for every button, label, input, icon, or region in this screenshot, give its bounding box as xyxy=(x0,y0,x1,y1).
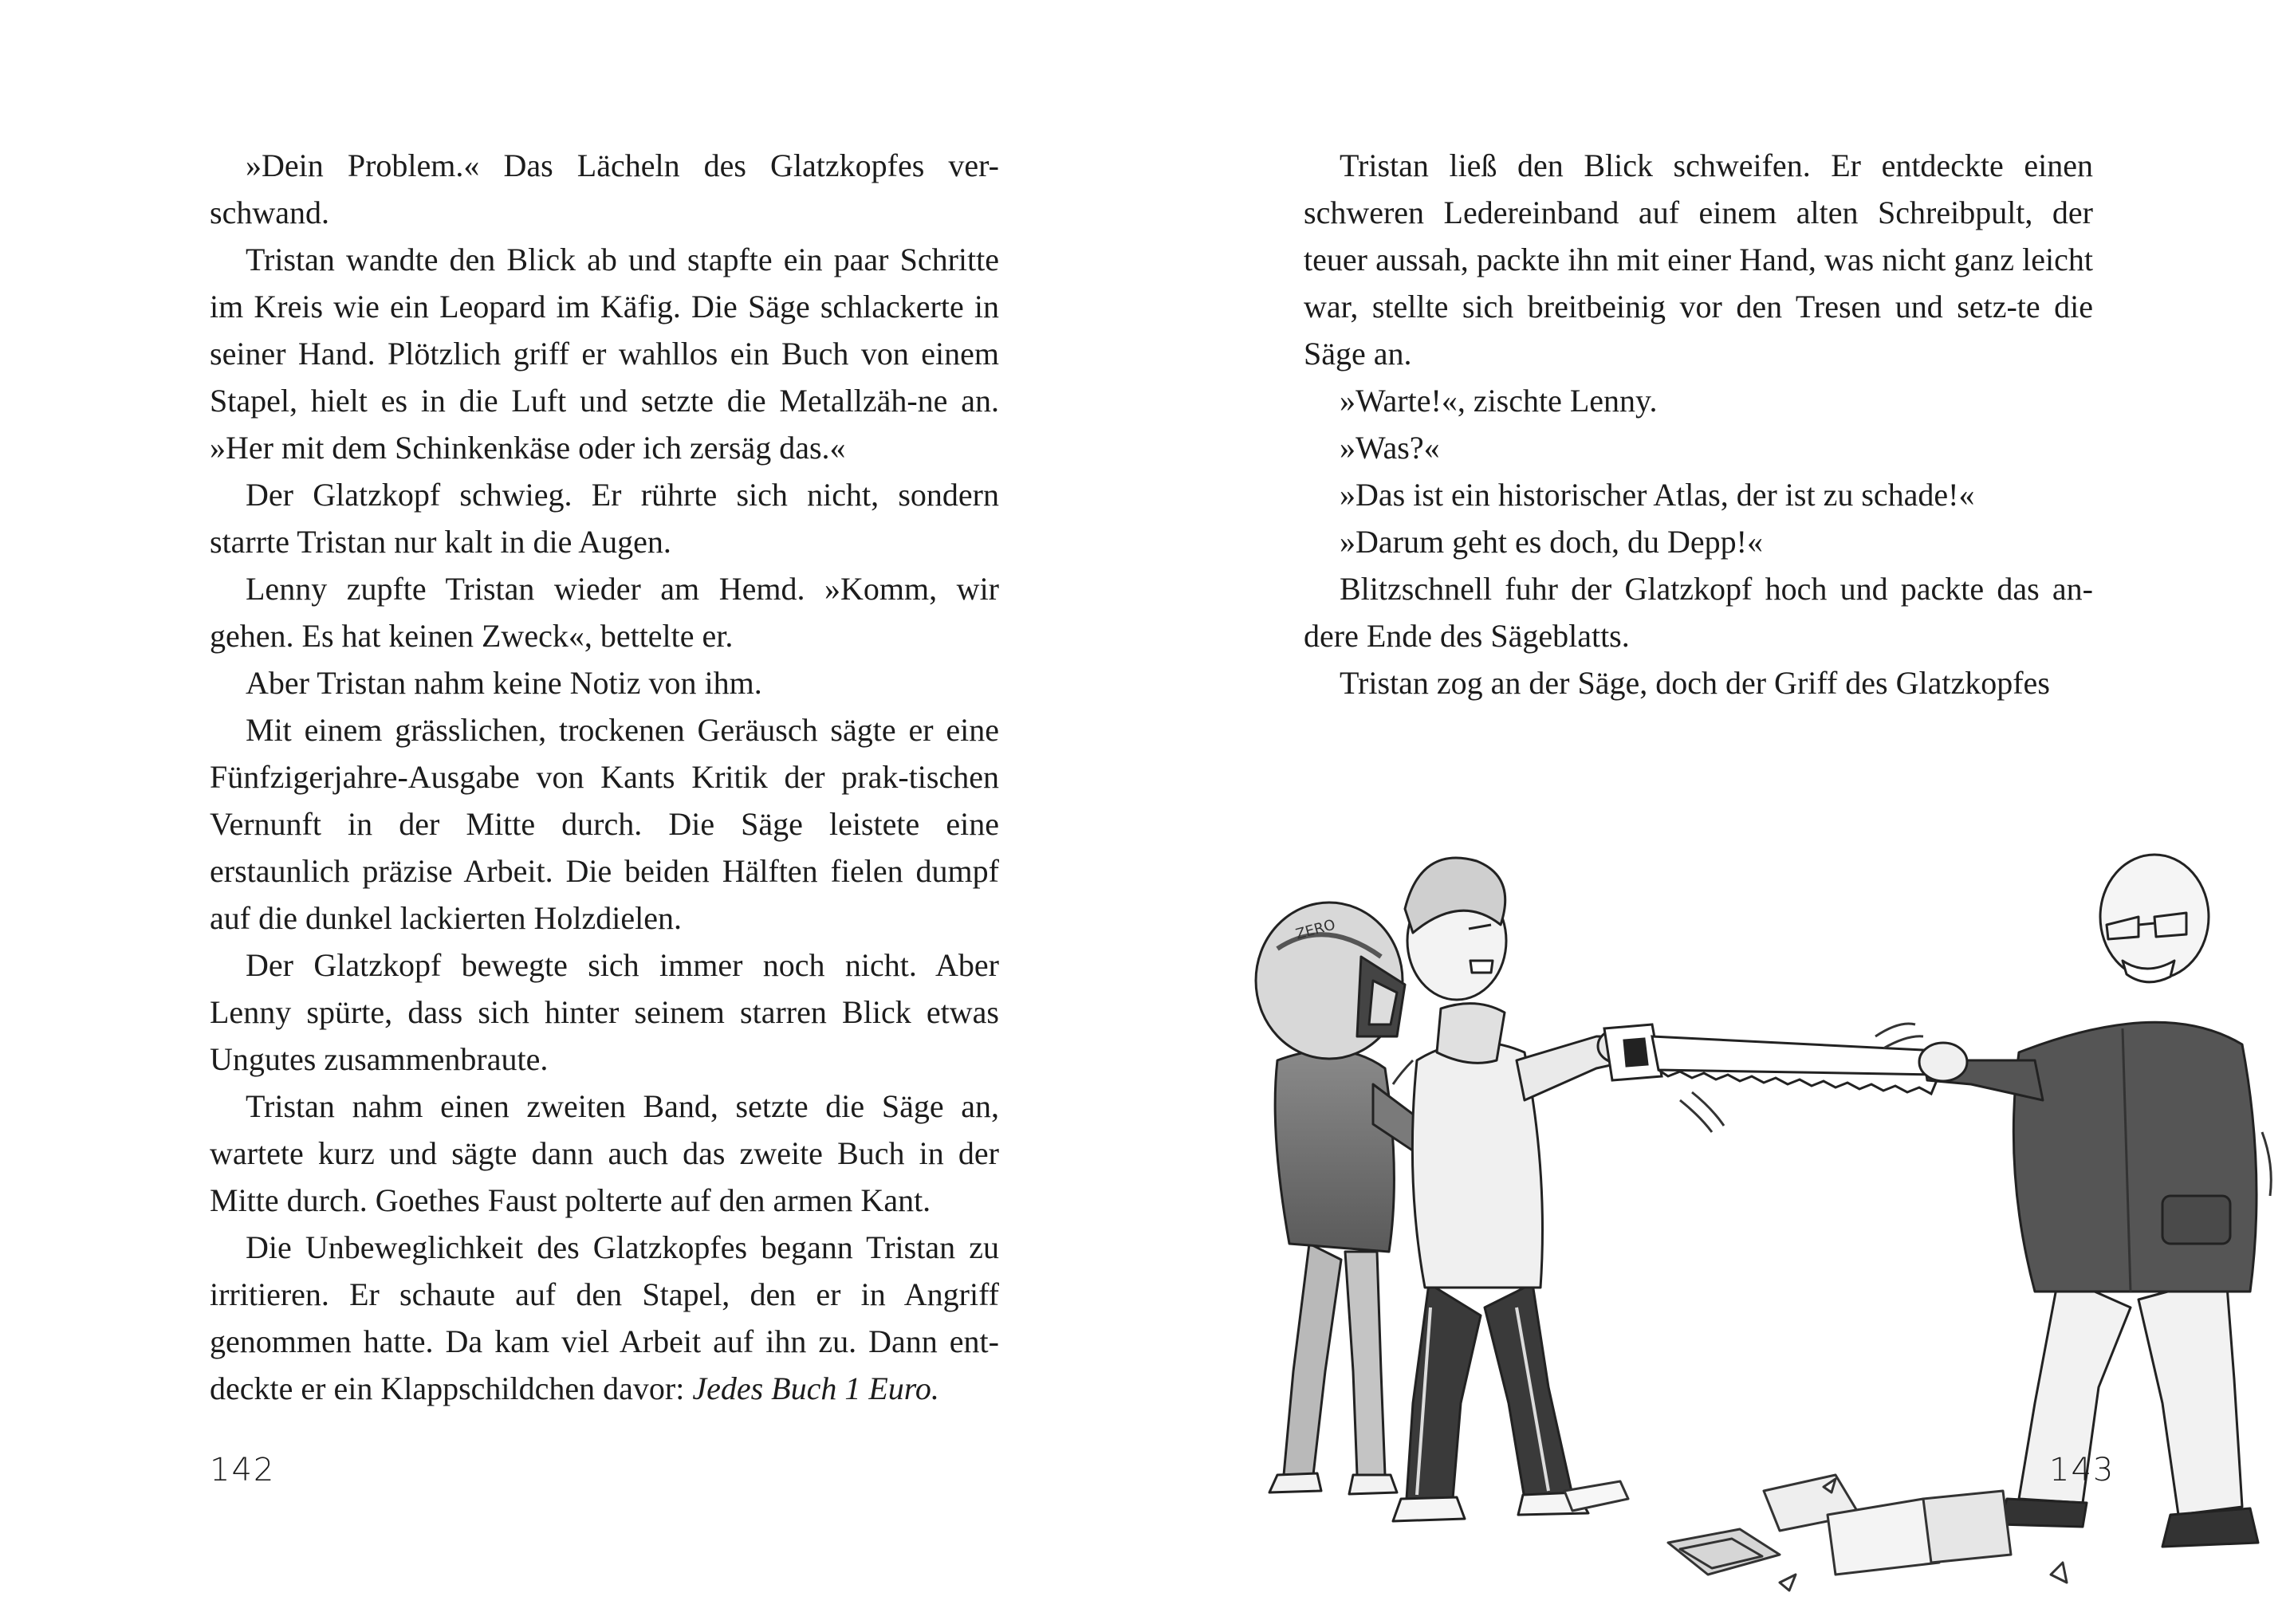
paragraph: Der Glatzkopf bewegte sich immer noch nicht. Aber Lenny spürte, dass sich hinter seinem starren Blick etwas Ungutes zusammenbraute. xyxy=(210,947,999,1077)
bald-man-figure xyxy=(1919,855,2258,1547)
paragraph: »Das ist ein historischer Atlas, der ist zu schade!« xyxy=(1340,477,1975,513)
paragraph: Mit einem grässlichen, trockenen Geräusch sägte er eine Fünfzigerjahre-Ausgabe von Kants Kritik der prak-tischen Vernunft in der Mitte durch. Die Säge leistete eine erstaunlich präzise Arbeit. Die beiden Hälften fielen dumpf auf die dunkel lackierten Holzdielen. xyxy=(210,712,999,936)
paragraph: Lenny zupfte Tristan wieder am Hemd. »Komm, wir gehen. Es hat keinen Zweck«, bettelte er. xyxy=(210,571,999,654)
paragraph: Aber Tristan nahm keine Notiz von ihm. xyxy=(246,665,762,701)
paragraph: Blitzschnell fuhr der Glatzkopf hoch und packte das an-dere Ende des Sägeblatts. xyxy=(1304,571,2093,654)
paragraph: Tristan zog an der Säge, doch der Griff des Glatzkopfes xyxy=(1340,665,2050,701)
illustration-svg xyxy=(1222,797,2290,1624)
page-number-left: 142 xyxy=(210,1452,276,1488)
left-page-text xyxy=(210,142,999,1412)
right-page-text xyxy=(1304,142,2093,706)
paragraph: »Was?« xyxy=(1340,430,1440,466)
helmet-label: ZERO xyxy=(1293,916,1337,943)
paragraph: »Darum geht es doch, du Depp!« xyxy=(1340,524,1763,560)
paragraph-text: Die Unbeweglichkeit des Glatzkopfes begann Tristan zu irritieren. Er schaute auf den Stapel, den er in Angriff genommen hatte. Da kam viel Arbeit auf ihn zu. Dann ent-deckte er ein Klappschildchen davor: xyxy=(210,1229,999,1406)
paragraph: »Warte!«, zischte Lenny. xyxy=(1340,383,1658,419)
tristan-figure xyxy=(1393,858,1643,1521)
paragraph: Tristan ließ den Blick schweifen. Er entdeckte einen schweren Ledereinband auf einem alten Schreibpult, der teuer aussah, packte ihn mit einer Hand, was nicht ganz leicht war, stellte sich breitbeinig vor den Tresen und setz-te die Säge an. xyxy=(1304,147,2093,372)
illustration-saw-fight xyxy=(1222,797,2290,1624)
paragraph: Der Glatzkopf schwieg. Er rührte sich nicht, sondern starrte Tristan nur kalt in die Augen. xyxy=(210,477,999,560)
paragraph: Tristan nahm einen zweiten Band, setzte die Säge an, wartete kurz und sägte dann auch das zweite Buch in der Mitte durch. Goethes Faust polterte auf den armen Kant. xyxy=(210,1088,999,1218)
paragraph: Tristan wandte den Blick ab und stapfte ein paar Schritte im Kreis wie ein Leopard im Käfig. Die Säge schlackerte in seiner Hand. Plötzlich griff er wahllos ein Buch von einem Stapel, hielt es in die Luft und setzte die Metallzäh-ne an. »Her mit dem Schinkenkäse oder ich zersäg das.« xyxy=(210,242,999,466)
floor-debris xyxy=(1564,1475,2067,1591)
sign-text: Jedes Buch 1 Euro. xyxy=(692,1370,939,1406)
saw xyxy=(1604,1024,1939,1094)
paragraph-last xyxy=(210,1224,999,1412)
page-number-right: 143 xyxy=(2049,1452,2115,1488)
right-page xyxy=(1145,0,2290,1624)
paragraph: »Dein Problem.« Das Lächeln des Glatzkopfes ver-schwand. xyxy=(210,147,999,230)
